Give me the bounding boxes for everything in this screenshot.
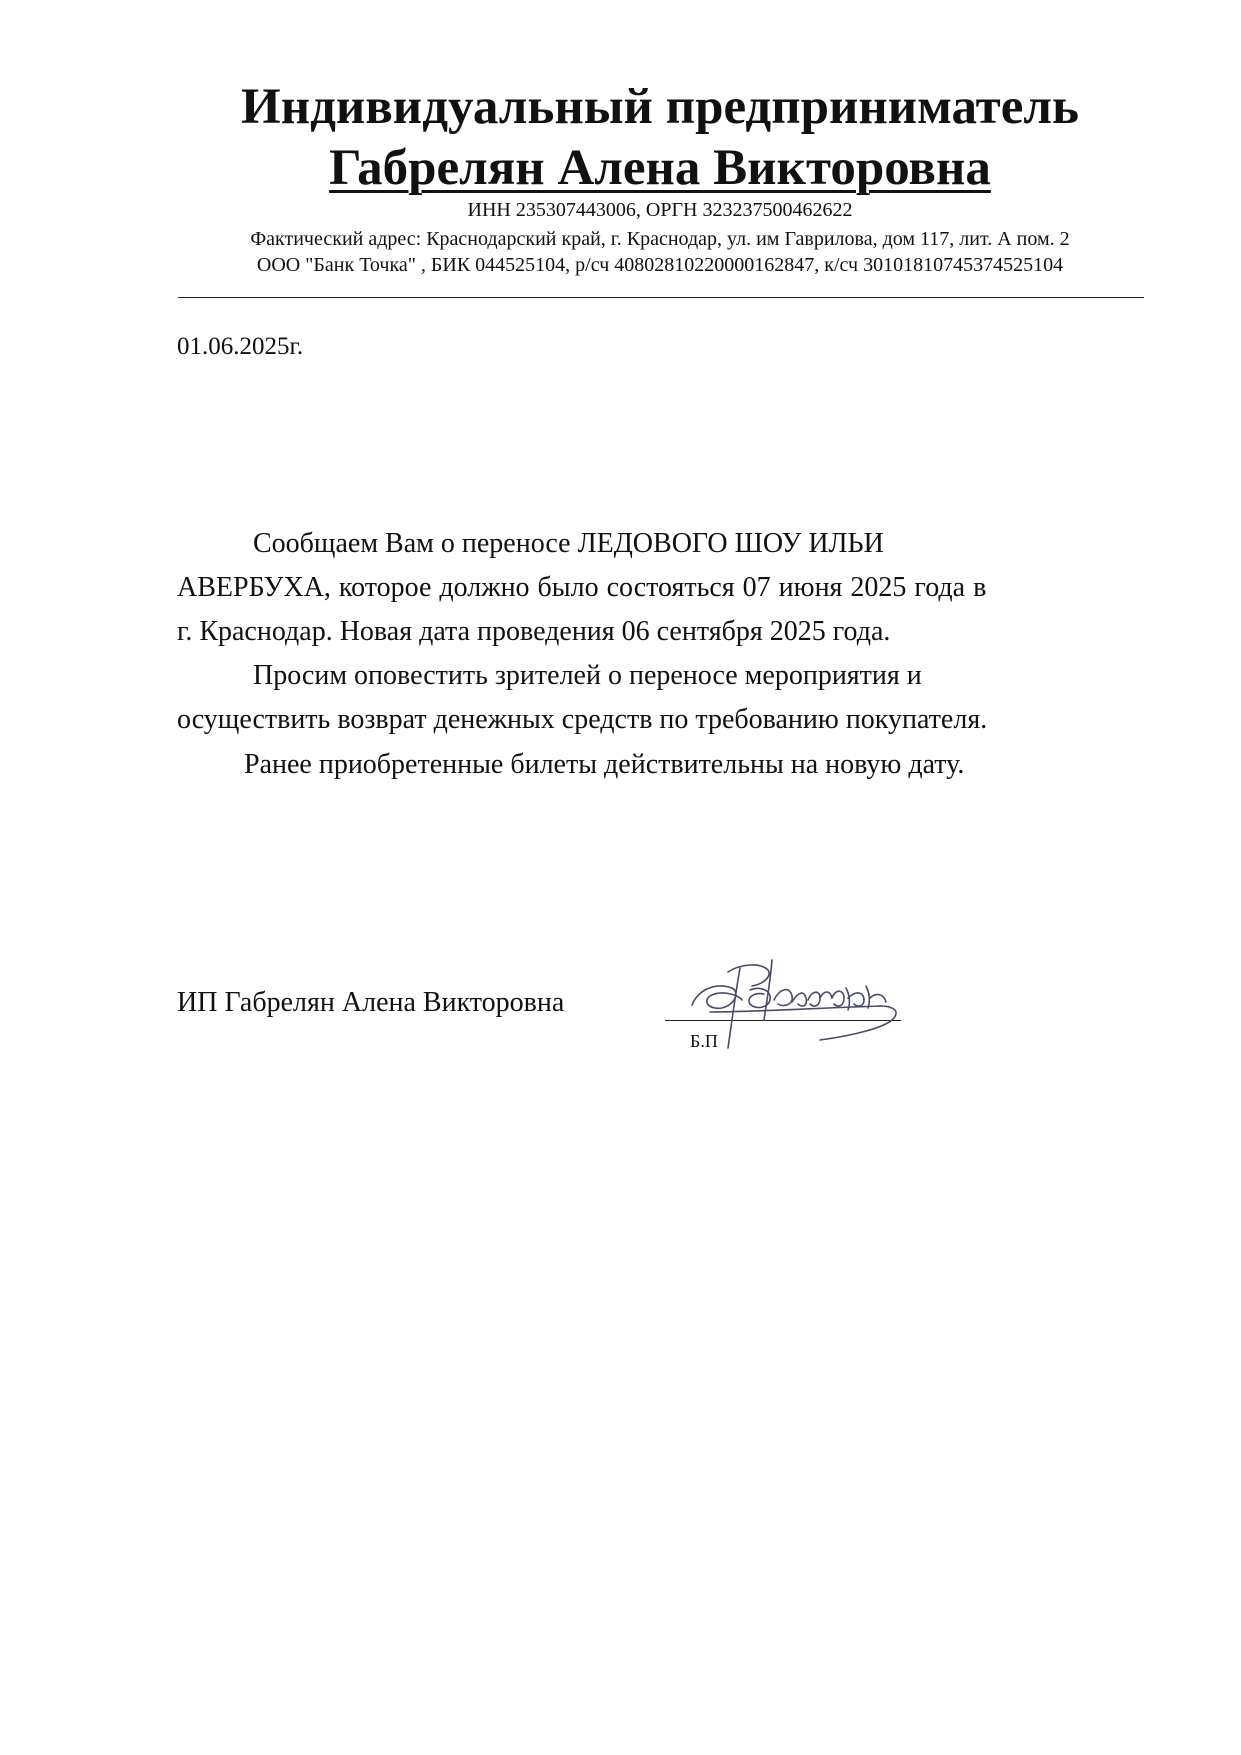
address-line: Фактический адрес: Краснодарский край, г. Краснодар, ул. им Гаврилова, дом 117, лит. А пом. 2 — [250, 228, 1070, 250]
body-line: г. Краснодар. Новая дата проведения 06 сентября 2025 года. — [177, 616, 891, 647]
letter-date: 01.06.2025г. — [177, 333, 304, 360]
handwritten-signature-icon — [680, 950, 910, 1060]
body-line: осуществить возврат денежных средств по требованию покупателя. — [177, 704, 988, 735]
letterhead-title: Индивидуальный предприниматель — [241, 79, 1079, 135]
body-line: Просим оповестить зрителей о переносе мероприятия и — [253, 660, 922, 691]
owner-name-text: Габрелян Алена Викторовна — [329, 140, 991, 196]
letterhead-divider — [178, 297, 1144, 298]
body-line: Сообщаем Вам о переносе ЛЕДОВОГО ШОУ ИЛЬИ — [253, 528, 884, 559]
body-line: Ранее приобретенные билеты действительны на новую дату. — [244, 749, 965, 780]
letterhead-owner-name — [0, 138, 1241, 198]
bank-details-line: ООО "Банк Точка" , БИК 044525104, р/сч 40802810220000162847, к/сч 30101810745374525104 — [256, 254, 1064, 276]
signature-caption: Б.П — [690, 1031, 718, 1051]
inn-ogrn-line: ИНН 235307443006, ОРГН 323237500462622 — [467, 199, 853, 221]
body-line: АВЕРБУХА, которое должно было состояться 07 июня 2025 года в — [177, 572, 987, 603]
signer-name: ИП Габрелян Алена Викторовна — [177, 987, 565, 1018]
